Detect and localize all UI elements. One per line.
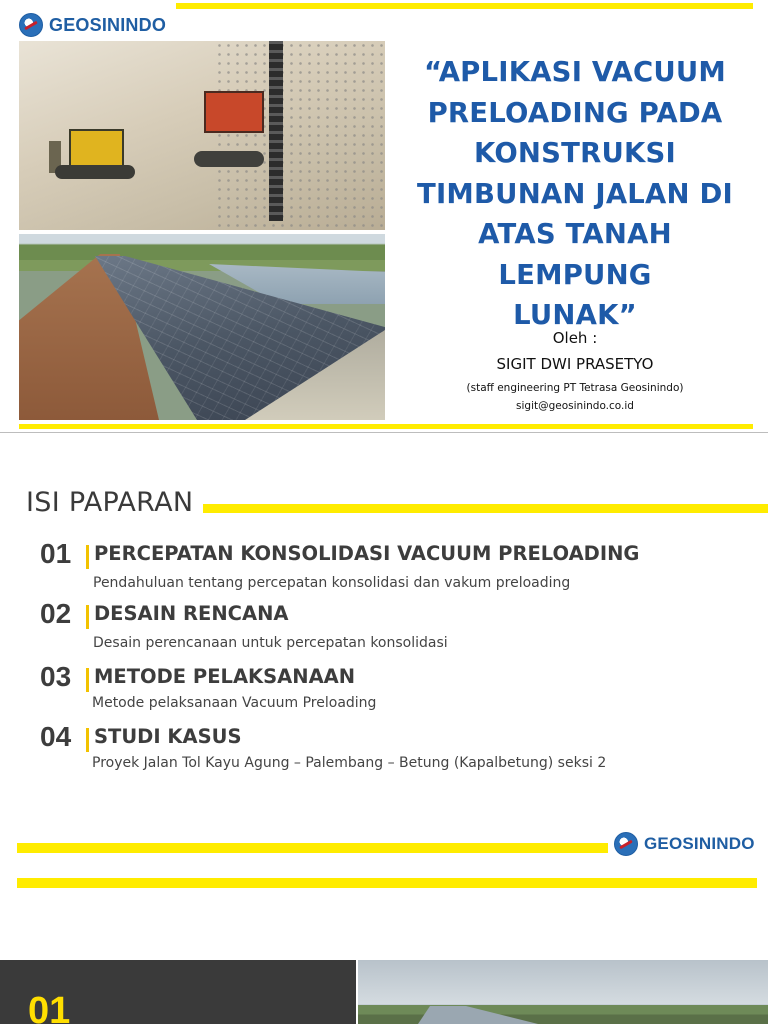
agenda-number: 03 bbox=[40, 661, 72, 692]
agenda-description: Proyek Jalan Tol Kayu Agung – Palembang – Betung (Kapalbetung) seksi 2 bbox=[92, 755, 607, 771]
title-line: ATAS TANAH LEMPUNG bbox=[478, 218, 672, 291]
agenda-title: ISI PAPARAN bbox=[26, 487, 194, 518]
brand-logo-text: GEOSININDO bbox=[49, 14, 167, 35]
agenda-divider bbox=[86, 545, 89, 569]
top-accent-bar bbox=[176, 3, 753, 9]
presentation-title bbox=[400, 52, 750, 336]
agenda-title-bar bbox=[203, 504, 768, 513]
title-line: “APLIKASI VACUUM bbox=[423, 56, 727, 88]
title-line: PRELOADING PADA bbox=[427, 96, 723, 129]
by-label: Oleh : bbox=[552, 329, 598, 347]
agenda-slide bbox=[0, 434, 768, 956]
agenda-heading: METODE PELAKSANAAN bbox=[94, 665, 356, 688]
agenda-divider bbox=[86, 605, 89, 629]
footer-accent-bar-2 bbox=[17, 878, 757, 888]
brand-logo-text: GEOSININDO bbox=[644, 834, 755, 853]
footer-accent-bar-1 bbox=[17, 843, 608, 853]
footer-brand-logo bbox=[614, 832, 755, 856]
construction-site-photo bbox=[19, 41, 385, 230]
agenda-number: 01 bbox=[40, 538, 72, 569]
geosinindo-globe-icon bbox=[19, 13, 43, 37]
agenda-divider bbox=[86, 668, 89, 692]
agenda-description: Metode pelaksanaan Vacuum Preloading bbox=[92, 695, 377, 711]
agenda-heading: DESAIN RENCANA bbox=[94, 602, 289, 625]
title-line: KONSTRUKSI bbox=[474, 137, 676, 169]
pvd-rig-image bbox=[194, 71, 304, 191]
author-name: SIGIT DWI PRASETYO bbox=[496, 355, 654, 373]
author-affiliation: (staff engineering PT Tetrasa Geosinindo) bbox=[466, 382, 684, 394]
geosinindo-globe-icon bbox=[614, 832, 638, 856]
section-dark-panel bbox=[0, 960, 356, 1024]
agenda-divider bbox=[86, 728, 89, 752]
agenda-heading: STUDI KASUS bbox=[94, 725, 242, 748]
brand-logo bbox=[19, 13, 166, 37]
title-line: LUNAK” bbox=[513, 299, 637, 331]
agenda-number: 04 bbox=[40, 721, 72, 752]
author-block bbox=[400, 327, 750, 415]
section-slide-partial bbox=[0, 958, 768, 1024]
agenda-description: Pendahuluan tentang percepatan konsolidasi dan vakum preloading bbox=[93, 575, 571, 591]
section-photo bbox=[358, 960, 768, 1024]
vacuum-membrane-photo bbox=[19, 234, 385, 420]
section-number: 01 bbox=[28, 990, 71, 1024]
bulldozer-image bbox=[49, 121, 139, 181]
title-line: TIMBUNAN JALAN DI bbox=[417, 177, 733, 210]
agenda-number: 02 bbox=[40, 598, 72, 629]
agenda-description: Desain perencanaan untuk percepatan konsolidasi bbox=[93, 635, 448, 651]
bottom-accent-bar bbox=[19, 424, 753, 429]
title-slide bbox=[0, 0, 768, 433]
agenda-heading: PERCEPATAN KONSOLIDASI VACUUM PRELOADING bbox=[94, 542, 640, 565]
author-email: sigit@geosinindo.co.id bbox=[516, 400, 634, 412]
